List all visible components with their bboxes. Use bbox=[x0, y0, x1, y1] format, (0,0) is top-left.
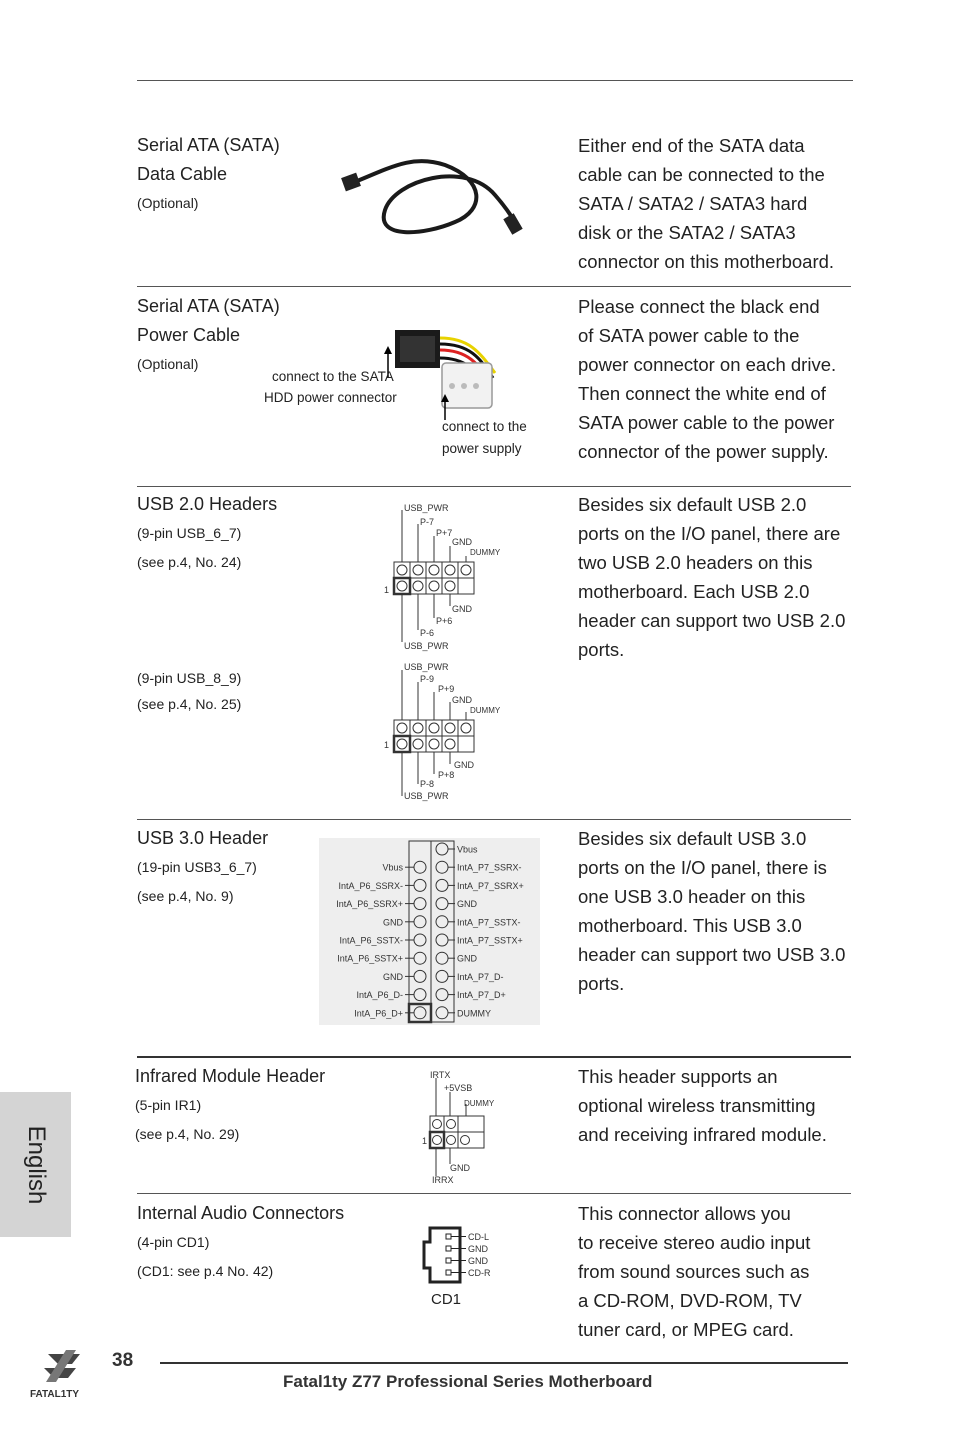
desc-line: Either end of the SATA data bbox=[578, 135, 805, 156]
usb2-header-2-diagram bbox=[380, 658, 520, 808]
usb3-right-label: DUMMY bbox=[457, 1008, 491, 1019]
usb3-pin bbox=[436, 952, 448, 964]
usb3-title: USB 3.0 Header bbox=[137, 828, 269, 848]
ir-desc bbox=[578, 1062, 858, 1149]
desc-line: This header supports an bbox=[578, 1066, 778, 1087]
desc-line: ports on the I/O panel, there is bbox=[578, 857, 827, 878]
usb2-h1-dummy: DUMMY bbox=[470, 548, 501, 557]
sata-data-title-2: Data Cable bbox=[137, 164, 228, 184]
ir-ref: (see p.4, No. 29) bbox=[135, 1126, 240, 1142]
section-divider bbox=[137, 1056, 851, 1058]
usb2-h1-pins: (9-pin USB_6_7) bbox=[137, 525, 242, 541]
usb3-left-label: IntA_P6_SSRX- bbox=[338, 880, 403, 891]
desc-line: This connector allows you bbox=[578, 1203, 791, 1224]
section-divider bbox=[137, 486, 851, 487]
desc-line: connector on this motherboard. bbox=[578, 251, 835, 272]
ir-header-diagram bbox=[420, 1066, 520, 1186]
usb3-right-label: IntA_P7_SSTX- bbox=[457, 917, 521, 928]
usb2-h2-usbpwr-top: USB_PWR bbox=[404, 662, 449, 672]
usb3-left-label: GND bbox=[383, 971, 403, 982]
usb3-pin bbox=[436, 1007, 448, 1019]
usb3-right-label: GND bbox=[457, 953, 477, 964]
usb3-right-label: IntA_P7_D- bbox=[457, 971, 504, 982]
usb2-header-1-diagram bbox=[380, 498, 520, 653]
usb2-h2-pin1: 1 bbox=[384, 740, 390, 750]
usb2-h1-pplus-bot: P+6 bbox=[436, 616, 453, 626]
usb2-title: USB 2.0 Headers bbox=[137, 494, 278, 514]
ir-vsb: +5VSB bbox=[444, 1083, 473, 1093]
usb3-left-label: IntA_P6_SSTX- bbox=[339, 935, 403, 946]
usb2-h2-pminus-bot: P-8 bbox=[420, 779, 435, 789]
desc-line: motherboard. This USB 3.0 bbox=[578, 915, 802, 936]
fatal1ty-logo-icon bbox=[26, 1346, 106, 1406]
language-label: English bbox=[22, 1125, 50, 1204]
usb3-pin bbox=[436, 970, 448, 982]
usb3-pin bbox=[414, 970, 426, 982]
usb2-h1-pin1: 1 bbox=[384, 585, 390, 595]
sata-data-desc bbox=[578, 131, 858, 276]
desc-line: SATA / SATA2 / SATA3 hard bbox=[578, 193, 808, 214]
usb3-pin bbox=[436, 916, 448, 928]
language-side-tab bbox=[0, 1092, 71, 1237]
usb2-h1-gnd-top: GND bbox=[452, 537, 472, 547]
usb3-pin bbox=[436, 934, 448, 946]
usb2-desc bbox=[578, 490, 858, 664]
usb3-pin bbox=[414, 989, 426, 1001]
usb3-pin bbox=[414, 934, 426, 946]
usb3-pin bbox=[414, 1007, 426, 1019]
desc-line: tuner card, or MPEG card. bbox=[578, 1319, 794, 1340]
top-rule bbox=[137, 80, 853, 81]
usb3-pin bbox=[436, 898, 448, 910]
usb2-h2-pins: (9-pin USB_8_9) bbox=[137, 670, 242, 686]
desc-line: ports on the I/O panel, there are bbox=[578, 523, 841, 544]
usb3-pin bbox=[414, 952, 426, 964]
usb2-h1-usbpwr-top: USB_PWR bbox=[404, 503, 449, 513]
desc-line: optional wireless transmitting bbox=[578, 1095, 816, 1116]
footer-rule bbox=[160, 1362, 848, 1364]
caption-hdd-2: HDD power connector bbox=[264, 390, 397, 405]
usb3-left-label: IntA_P6_SSTX+ bbox=[337, 953, 403, 964]
desc-line: ports. bbox=[578, 973, 625, 994]
page-number: 38 bbox=[112, 1350, 134, 1371]
usb3-pin bbox=[414, 916, 426, 928]
usb2-h2-gnd-bot: GND bbox=[454, 760, 474, 770]
desc-line: Besides six default USB 2.0 bbox=[578, 494, 807, 515]
usb3-left-label: GND bbox=[383, 917, 403, 928]
desc-line: ports. bbox=[578, 639, 625, 660]
section-divider bbox=[137, 819, 851, 820]
desc-line: of SATA power cable to the bbox=[578, 325, 800, 346]
desc-line: to receive stereo audio input bbox=[578, 1232, 811, 1253]
desc-line: SATA power cable to the power bbox=[578, 412, 835, 433]
cd1-connector-diagram bbox=[420, 1224, 520, 1286]
usb2-h1-usbpwr-bot: USB_PWR bbox=[404, 641, 449, 651]
usb2-h1-gnd-bot: GND bbox=[452, 604, 472, 614]
cd-l-label: CD-L bbox=[468, 1232, 490, 1242]
usb3-header-diagram bbox=[319, 838, 540, 1025]
sata-data-title-1: Serial ATA (SATA) bbox=[137, 135, 280, 155]
ir-title: Infrared Module Header bbox=[135, 1066, 326, 1086]
usb3-right-label: IntA_P7_D+ bbox=[457, 990, 506, 1001]
usb3-pin bbox=[436, 843, 448, 855]
usb3-left-label: IntA_P6_D- bbox=[356, 990, 403, 1001]
usb3-pin bbox=[414, 861, 426, 873]
sata-power-title-2: Power Cable bbox=[137, 325, 241, 345]
ir-irtx: IRTX bbox=[430, 1070, 451, 1080]
usb2-h2-dummy: DUMMY bbox=[470, 706, 501, 715]
usb3-pin bbox=[414, 879, 426, 891]
usb3-right-label: GND bbox=[457, 899, 477, 910]
ir-gnd: GND bbox=[450, 1163, 470, 1173]
usb3-right-label: Vbus bbox=[457, 844, 478, 855]
usb2-h1-ref: (see p.4, No. 24) bbox=[137, 554, 242, 570]
cd-gnd1-label: GND bbox=[468, 1244, 488, 1254]
ir-pins: (5-pin IR1) bbox=[135, 1097, 202, 1113]
caption-hdd-1: connect to the SATA bbox=[272, 369, 394, 384]
desc-line: Then connect the white end of bbox=[578, 383, 826, 404]
desc-line: motherboard. Each USB 2.0 bbox=[578, 581, 810, 602]
usb3-pins: (19-pin USB3_6_7) bbox=[137, 859, 257, 875]
usb2-h1-pminus-bot: P-6 bbox=[420, 628, 435, 638]
desc-line: Besides six default USB 3.0 bbox=[578, 828, 807, 849]
usb2-h1-pplus-top: P+7 bbox=[436, 528, 453, 538]
usb3-pin bbox=[414, 898, 426, 910]
usb3-ref: (see p.4, No. 9) bbox=[137, 888, 234, 904]
caption-psu-1: connect to the bbox=[442, 419, 527, 434]
sata-power-desc bbox=[578, 292, 858, 466]
logo-text: FATAL1TY bbox=[30, 1389, 80, 1400]
desc-line: header can support two USB 3.0 bbox=[578, 944, 846, 965]
usb3-pin bbox=[436, 861, 448, 873]
audio-desc bbox=[578, 1199, 858, 1344]
desc-line: cable can be connected to the bbox=[578, 164, 825, 185]
desc-line: header can support two USB 2.0 bbox=[578, 610, 846, 631]
desc-line: connector of the power supply. bbox=[578, 441, 829, 462]
usb2-h2-gnd-top: GND bbox=[452, 695, 472, 705]
usb3-left-label: IntA_P6_D+ bbox=[354, 1008, 403, 1019]
usb3-desc bbox=[578, 824, 858, 998]
footer-title: Fatal1ty Z77 Professional Series Motherboard bbox=[283, 1372, 653, 1391]
desc-line: two USB 2.0 headers on this bbox=[578, 552, 813, 573]
usb3-right-label: IntA_P7_SSRX+ bbox=[457, 880, 524, 891]
sata-power-title-1: Serial ATA (SATA) bbox=[137, 296, 280, 316]
desc-line: power connector on each drive. bbox=[578, 354, 837, 375]
cd-r-label: CD-R bbox=[468, 1268, 491, 1278]
usb3-pin bbox=[436, 879, 448, 891]
usb3-pin bbox=[436, 989, 448, 1001]
usb2-h1-pminus-top: P-7 bbox=[420, 517, 435, 527]
usb2-h2-pplus-bot: P+8 bbox=[438, 770, 455, 780]
sata-power-note: (Optional) bbox=[137, 356, 199, 372]
desc-line: one USB 3.0 header on this bbox=[578, 886, 806, 907]
desc-line: Please connect the black end bbox=[578, 296, 820, 317]
desc-line: disk or the SATA2 / SATA3 bbox=[578, 222, 796, 243]
audio-pins: (4-pin CD1) bbox=[137, 1234, 210, 1250]
usb3-right-label: IntA_P7_SSTX+ bbox=[457, 935, 523, 946]
desc-line: and receiving infrared module. bbox=[578, 1124, 827, 1145]
sata-data-note: (Optional) bbox=[137, 195, 199, 211]
usb2-h2-ref: (see p.4, No. 25) bbox=[137, 696, 242, 712]
ir-dummy: DUMMY bbox=[464, 1099, 495, 1108]
usb2-h2-usbpwr-bot: USB_PWR bbox=[404, 791, 449, 801]
cd1-caption: CD1 bbox=[431, 1291, 462, 1308]
cd-gnd2-label: GND bbox=[468, 1256, 488, 1266]
caption-psu-2: power supply bbox=[442, 441, 522, 456]
section-divider bbox=[137, 286, 851, 287]
usb2-h2-pplus-top: P+9 bbox=[438, 684, 455, 694]
usb3-right-label: IntA_P7_SSRX- bbox=[457, 862, 522, 873]
audio-ref: (CD1: see p.4 No. 42) bbox=[137, 1263, 274, 1279]
usb3-left-label: Vbus bbox=[382, 862, 403, 873]
audio-title: Internal Audio Connectors bbox=[137, 1203, 345, 1223]
usb2-h2-pminus-top: P-9 bbox=[420, 674, 435, 684]
desc-line: from sound sources such as bbox=[578, 1261, 810, 1282]
ir-irrx: IRRX bbox=[432, 1175, 454, 1185]
section-divider bbox=[137, 1193, 851, 1194]
ir-pin1: 1 bbox=[422, 1136, 428, 1146]
desc-line: a CD-ROM, DVD-ROM, TV bbox=[578, 1290, 802, 1311]
usb3-left-label: IntA_P6_SSRX+ bbox=[336, 899, 403, 910]
sata-data-cable-image bbox=[335, 140, 535, 250]
